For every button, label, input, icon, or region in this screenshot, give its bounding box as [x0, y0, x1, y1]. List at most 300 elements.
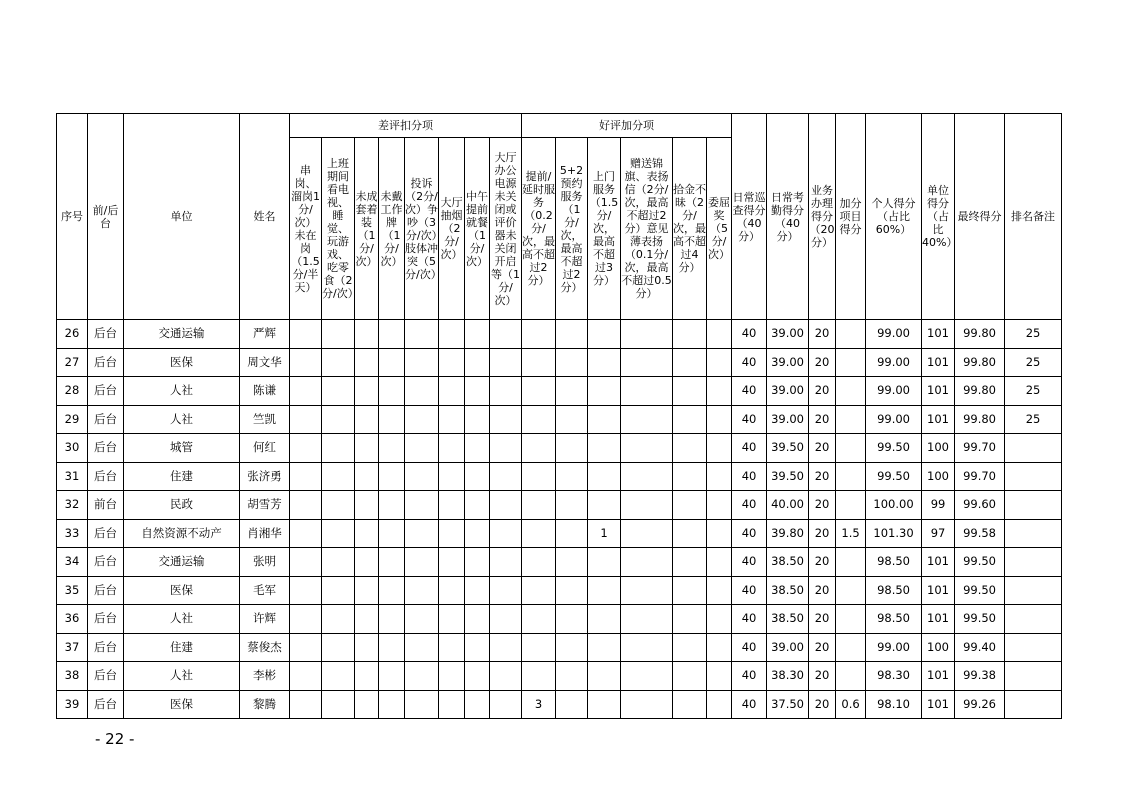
- cell-unit-score: 101: [922, 576, 955, 605]
- cell-bad: [439, 548, 465, 577]
- header-rank: 排名备注: [1005, 114, 1062, 320]
- cell-seq: 27: [57, 348, 88, 377]
- header-good-col: 提前/延时服务（0.2分/次，最高不超过2分）: [522, 138, 556, 320]
- cell-bad: [379, 491, 405, 520]
- cell-bad: [439, 405, 465, 434]
- table-row: [57, 462, 1062, 491]
- cell-bonus: [836, 548, 866, 577]
- cell-personal: 99.50: [866, 462, 922, 491]
- table-row: [57, 434, 1062, 463]
- cell-bad: [405, 662, 439, 691]
- cell-good: [522, 320, 556, 349]
- cell-good: [621, 377, 673, 406]
- header-bad-col: 中午提前就餐（1分/次）: [465, 138, 490, 320]
- cell-name: 严辉: [240, 320, 290, 349]
- cell-front-back: 后台: [88, 662, 124, 691]
- cell-bad: [355, 548, 379, 577]
- table-row: [57, 633, 1062, 662]
- cell-front-back: 后台: [88, 633, 124, 662]
- cell-patrol: 40: [732, 633, 767, 662]
- cell-rank: [1005, 662, 1062, 691]
- header-front-back: 前/后台: [88, 114, 124, 320]
- cell-front-back: 后台: [88, 434, 124, 463]
- cell-good: [673, 576, 707, 605]
- cell-personal: 99.00: [866, 348, 922, 377]
- cell-bad: [405, 548, 439, 577]
- header-bad-group: 差评扣分项: [290, 114, 522, 138]
- cell-business: 20: [809, 405, 836, 434]
- cell-good: [588, 690, 621, 719]
- cell-bad: [290, 491, 322, 520]
- cell-bad: [379, 348, 405, 377]
- cell-bonus: [836, 576, 866, 605]
- cell-good: [522, 548, 556, 577]
- cell-bad: [465, 462, 490, 491]
- cell-front-back: 后台: [88, 576, 124, 605]
- cell-bad: [465, 377, 490, 406]
- cell-patrol: 40: [732, 434, 767, 463]
- cell-bad: [290, 576, 322, 605]
- cell-attendance: 37.50: [767, 690, 809, 719]
- header-good-col: 拾金不昧（2分/次，最高不超过4分）: [673, 138, 707, 320]
- cell-bad: [490, 377, 522, 406]
- cell-bad: [379, 377, 405, 406]
- cell-final: 99.26: [955, 690, 1005, 719]
- cell-bad: [355, 434, 379, 463]
- cell-patrol: 40: [732, 348, 767, 377]
- cell-good: [621, 462, 673, 491]
- cell-name: 周文华: [240, 348, 290, 377]
- cell-good: [673, 633, 707, 662]
- header-business: 业务办理得分（20分）: [809, 114, 836, 320]
- cell-bonus: 0.6: [836, 690, 866, 719]
- cell-unit: 人社: [124, 662, 240, 691]
- cell-name: 许辉: [240, 605, 290, 634]
- cell-bad: [290, 462, 322, 491]
- cell-bad: [290, 605, 322, 634]
- cell-rank: 25: [1005, 405, 1062, 434]
- cell-bad: [379, 605, 405, 634]
- cell-good: [707, 548, 732, 577]
- cell-bad: [355, 405, 379, 434]
- cell-good: [556, 462, 588, 491]
- cell-final: 99.80: [955, 405, 1005, 434]
- cell-unit: 城管: [124, 434, 240, 463]
- cell-good: [588, 405, 621, 434]
- cell-bonus: [836, 405, 866, 434]
- cell-good: [588, 377, 621, 406]
- cell-good: [673, 462, 707, 491]
- cell-bad: [355, 462, 379, 491]
- cell-business: 20: [809, 548, 836, 577]
- cell-unit: 医保: [124, 576, 240, 605]
- cell-rank: 25: [1005, 348, 1062, 377]
- cell-bonus: [836, 348, 866, 377]
- cell-bad: [405, 690, 439, 719]
- cell-unit-score: 101: [922, 348, 955, 377]
- cell-good: [621, 548, 673, 577]
- cell-bad: [405, 462, 439, 491]
- cell-front-back: 后台: [88, 462, 124, 491]
- cell-bad: [465, 690, 490, 719]
- cell-final: 99.60: [955, 491, 1005, 520]
- cell-patrol: 40: [732, 462, 767, 491]
- header-seq: 序号: [57, 114, 88, 320]
- cell-good: [522, 662, 556, 691]
- cell-good: [556, 377, 588, 406]
- table-row: [57, 605, 1062, 634]
- cell-personal: 98.50: [866, 605, 922, 634]
- cell-rank: [1005, 633, 1062, 662]
- cell-final: 99.50: [955, 605, 1005, 634]
- header-personal: 个人得分（占比60%）: [866, 114, 922, 320]
- cell-good: [673, 548, 707, 577]
- cell-bad: [355, 519, 379, 548]
- cell-good: [588, 434, 621, 463]
- cell-final: 99.38: [955, 662, 1005, 691]
- cell-good: [707, 462, 732, 491]
- cell-bonus: 1.5: [836, 519, 866, 548]
- cell-patrol: 40: [732, 662, 767, 691]
- cell-personal: 99.00: [866, 320, 922, 349]
- cell-good: 1: [588, 519, 621, 548]
- cell-personal: 99.00: [866, 633, 922, 662]
- cell-good: [588, 605, 621, 634]
- cell-bad: [490, 576, 522, 605]
- cell-good: [556, 548, 588, 577]
- header-unit-score: 单位得分（占比40%）: [922, 114, 955, 320]
- cell-name: 陈谦: [240, 377, 290, 406]
- table-row: [57, 519, 1062, 548]
- header-bad-col: 上班期间看电视、睡觉、玩游戏、吃零食（2分/次）: [322, 138, 355, 320]
- cell-good: [556, 519, 588, 548]
- header-bad-col: 大厅办公电源未关闭或评价器未关闭开启等（1分/次）: [490, 138, 522, 320]
- cell-bonus: [836, 434, 866, 463]
- cell-bad: [355, 377, 379, 406]
- cell-patrol: 40: [732, 377, 767, 406]
- cell-bad: [439, 320, 465, 349]
- cell-good: [707, 519, 732, 548]
- cell-rank: [1005, 605, 1062, 634]
- cell-bad: [355, 662, 379, 691]
- cell-unit: 住建: [124, 462, 240, 491]
- cell-bad: [322, 690, 355, 719]
- cell-unit-score: 100: [922, 633, 955, 662]
- cell-patrol: 40: [732, 519, 767, 548]
- cell-business: 20: [809, 690, 836, 719]
- cell-good: [556, 348, 588, 377]
- cell-final: 99.80: [955, 348, 1005, 377]
- cell-personal: 98.50: [866, 576, 922, 605]
- header-good-col: 5+2预约服务（1分/次，最高不超过2分）: [556, 138, 588, 320]
- header-bad-col: 未成套着装（1分/次）: [355, 138, 379, 320]
- cell-rank: [1005, 690, 1062, 719]
- header-bonus: 加分项目得分: [836, 114, 866, 320]
- cell-bad: [490, 491, 522, 520]
- cell-bad: [490, 405, 522, 434]
- cell-unit: 自然资源不动产: [124, 519, 240, 548]
- cell-good: [588, 576, 621, 605]
- cell-bad: [290, 662, 322, 691]
- cell-attendance: 39.00: [767, 405, 809, 434]
- cell-patrol: 40: [732, 690, 767, 719]
- cell-good: [588, 462, 621, 491]
- cell-final: 99.80: [955, 377, 1005, 406]
- cell-attendance: 39.00: [767, 320, 809, 349]
- cell-bad: [439, 576, 465, 605]
- cell-name: 张济勇: [240, 462, 290, 491]
- cell-good: [707, 690, 732, 719]
- cell-good: [621, 434, 673, 463]
- cell-unit-score: 100: [922, 434, 955, 463]
- cell-bad: [290, 633, 322, 662]
- cell-bad: [322, 576, 355, 605]
- cell-front-back: 后台: [88, 348, 124, 377]
- cell-bad: [322, 519, 355, 548]
- cell-bad: [405, 633, 439, 662]
- table-row: [57, 348, 1062, 377]
- cell-bad: [322, 434, 355, 463]
- cell-name: 胡雪芳: [240, 491, 290, 520]
- cell-rank: [1005, 462, 1062, 491]
- cell-patrol: 40: [732, 548, 767, 577]
- cell-good: [588, 491, 621, 520]
- cell-name: 李彬: [240, 662, 290, 691]
- header-good-group: 好评加分项: [522, 114, 732, 138]
- cell-bad: [439, 491, 465, 520]
- cell-bad: [379, 519, 405, 548]
- cell-good: [556, 491, 588, 520]
- cell-unit: 人社: [124, 377, 240, 406]
- cell-unit-score: 101: [922, 690, 955, 719]
- cell-good: [621, 491, 673, 520]
- cell-bonus: [836, 491, 866, 520]
- cell-bad: [379, 434, 405, 463]
- cell-name: 肖湘华: [240, 519, 290, 548]
- cell-good: [556, 405, 588, 434]
- cell-name: 毛军: [240, 576, 290, 605]
- cell-seq: 38: [57, 662, 88, 691]
- cell-unit: 交通运输: [124, 320, 240, 349]
- header-name: 姓名: [240, 114, 290, 320]
- cell-good: [673, 662, 707, 691]
- cell-personal: 99.00: [866, 405, 922, 434]
- cell-good: [588, 348, 621, 377]
- cell-good: [707, 377, 732, 406]
- cell-bad: [405, 491, 439, 520]
- cell-rank: [1005, 548, 1062, 577]
- cell-good: [621, 633, 673, 662]
- cell-seq: 33: [57, 519, 88, 548]
- cell-business: 20: [809, 377, 836, 406]
- cell-bad: [439, 662, 465, 691]
- cell-bad: [290, 690, 322, 719]
- cell-bad: [379, 662, 405, 691]
- cell-good: [522, 462, 556, 491]
- table-row: [57, 491, 1062, 520]
- cell-bad: [490, 548, 522, 577]
- cell-unit-score: 101: [922, 320, 955, 349]
- cell-bad: [405, 348, 439, 377]
- cell-good: [556, 434, 588, 463]
- cell-bad: [490, 348, 522, 377]
- cell-name: 蔡俊杰: [240, 633, 290, 662]
- cell-good: [673, 434, 707, 463]
- cell-bad: [465, 633, 490, 662]
- cell-name: 黎腾: [240, 690, 290, 719]
- cell-final: 99.58: [955, 519, 1005, 548]
- cell-seq: 29: [57, 405, 88, 434]
- cell-good: [522, 405, 556, 434]
- cell-good: [522, 576, 556, 605]
- cell-attendance: 38.50: [767, 548, 809, 577]
- cell-seq: 36: [57, 605, 88, 634]
- cell-bad: [465, 519, 490, 548]
- header-daily-patrol: 日常巡查得分（40分）: [732, 114, 767, 320]
- cell-good: [621, 320, 673, 349]
- cell-attendance: 39.50: [767, 462, 809, 491]
- cell-unit-score: 101: [922, 548, 955, 577]
- cell-bad: [322, 662, 355, 691]
- cell-bad: [465, 548, 490, 577]
- cell-patrol: 40: [732, 405, 767, 434]
- cell-patrol: 40: [732, 605, 767, 634]
- cell-unit: 民政: [124, 491, 240, 520]
- table-row: [57, 320, 1062, 349]
- header-daily-attendance: 日常考勤得分（40分）: [767, 114, 809, 320]
- cell-rank: [1005, 576, 1062, 605]
- cell-good: [621, 690, 673, 719]
- cell-unit-score: 101: [922, 605, 955, 634]
- cell-attendance: 39.50: [767, 434, 809, 463]
- cell-good: [621, 405, 673, 434]
- cell-good: [522, 377, 556, 406]
- table-row: [57, 377, 1062, 406]
- cell-bad: [490, 434, 522, 463]
- cell-good: [707, 348, 732, 377]
- cell-patrol: 40: [732, 491, 767, 520]
- cell-business: 20: [809, 633, 836, 662]
- cell-bad: [490, 320, 522, 349]
- cell-good: [522, 491, 556, 520]
- cell-good: [707, 633, 732, 662]
- cell-good: [707, 605, 732, 634]
- cell-personal: 99.00: [866, 377, 922, 406]
- cell-attendance: 39.00: [767, 348, 809, 377]
- cell-bad: [322, 633, 355, 662]
- cell-bonus: [836, 662, 866, 691]
- cell-bad: [405, 605, 439, 634]
- cell-attendance: 38.50: [767, 605, 809, 634]
- cell-unit: 住建: [124, 633, 240, 662]
- cell-personal: 101.30: [866, 519, 922, 548]
- cell-rank: [1005, 434, 1062, 463]
- cell-bonus: [836, 633, 866, 662]
- cell-seq: 26: [57, 320, 88, 349]
- cell-unit-score: 97: [922, 519, 955, 548]
- cell-bonus: [836, 462, 866, 491]
- header-bad-col: 未戴工作牌（1分/次）: [379, 138, 405, 320]
- cell-bad: [465, 320, 490, 349]
- cell-final: 99.80: [955, 320, 1005, 349]
- cell-good: [707, 662, 732, 691]
- cell-bad: [439, 348, 465, 377]
- cell-front-back: 后台: [88, 320, 124, 349]
- cell-good: [588, 548, 621, 577]
- cell-good: [522, 519, 556, 548]
- cell-bad: [322, 548, 355, 577]
- cell-unit-score: 101: [922, 405, 955, 434]
- cell-bad: [439, 519, 465, 548]
- cell-bad: [322, 348, 355, 377]
- cell-business: 20: [809, 605, 836, 634]
- cell-attendance: 39.00: [767, 633, 809, 662]
- cell-good: [707, 434, 732, 463]
- cell-bad: [465, 491, 490, 520]
- cell-good: [621, 662, 673, 691]
- cell-good: [556, 576, 588, 605]
- header-bad-col: 大厅抽烟（2分/次）: [439, 138, 465, 320]
- cell-bad: [490, 605, 522, 634]
- cell-bad: [355, 690, 379, 719]
- cell-bad: [355, 576, 379, 605]
- cell-unit-score: 100: [922, 462, 955, 491]
- cell-personal: 99.50: [866, 434, 922, 463]
- cell-unit: 人社: [124, 605, 240, 634]
- cell-good: [522, 605, 556, 634]
- cell-front-back: 后台: [88, 605, 124, 634]
- cell-bad: [490, 519, 522, 548]
- cell-front-back: 后台: [88, 690, 124, 719]
- cell-bad: [379, 462, 405, 491]
- cell-unit: 医保: [124, 348, 240, 377]
- cell-front-back: 前台: [88, 491, 124, 520]
- cell-personal: 98.50: [866, 548, 922, 577]
- cell-front-back: 后台: [88, 548, 124, 577]
- cell-good: [588, 633, 621, 662]
- cell-good: [588, 662, 621, 691]
- cell-good: [556, 320, 588, 349]
- cell-good: [673, 605, 707, 634]
- cell-seq: 39: [57, 690, 88, 719]
- cell-unit: 交通运输: [124, 548, 240, 577]
- cell-good: [673, 519, 707, 548]
- cell-personal: 100.00: [866, 491, 922, 520]
- cell-seq: 32: [57, 491, 88, 520]
- cell-bad: [490, 690, 522, 719]
- cell-business: 20: [809, 576, 836, 605]
- cell-bad: [379, 633, 405, 662]
- cell-business: 20: [809, 662, 836, 691]
- cell-bad: [355, 348, 379, 377]
- cell-bad: [439, 462, 465, 491]
- cell-attendance: 38.30: [767, 662, 809, 691]
- cell-bad: [355, 320, 379, 349]
- cell-final: 99.50: [955, 576, 1005, 605]
- cell-front-back: 后台: [88, 377, 124, 406]
- cell-bad: [439, 605, 465, 634]
- cell-bad: [405, 576, 439, 605]
- cell-good: [556, 662, 588, 691]
- cell-good: [621, 519, 673, 548]
- cell-good: [673, 491, 707, 520]
- cell-bad: [322, 491, 355, 520]
- cell-good: [673, 377, 707, 406]
- cell-bad: [290, 320, 322, 349]
- cell-good: [522, 434, 556, 463]
- cell-good: [621, 348, 673, 377]
- cell-good: [556, 633, 588, 662]
